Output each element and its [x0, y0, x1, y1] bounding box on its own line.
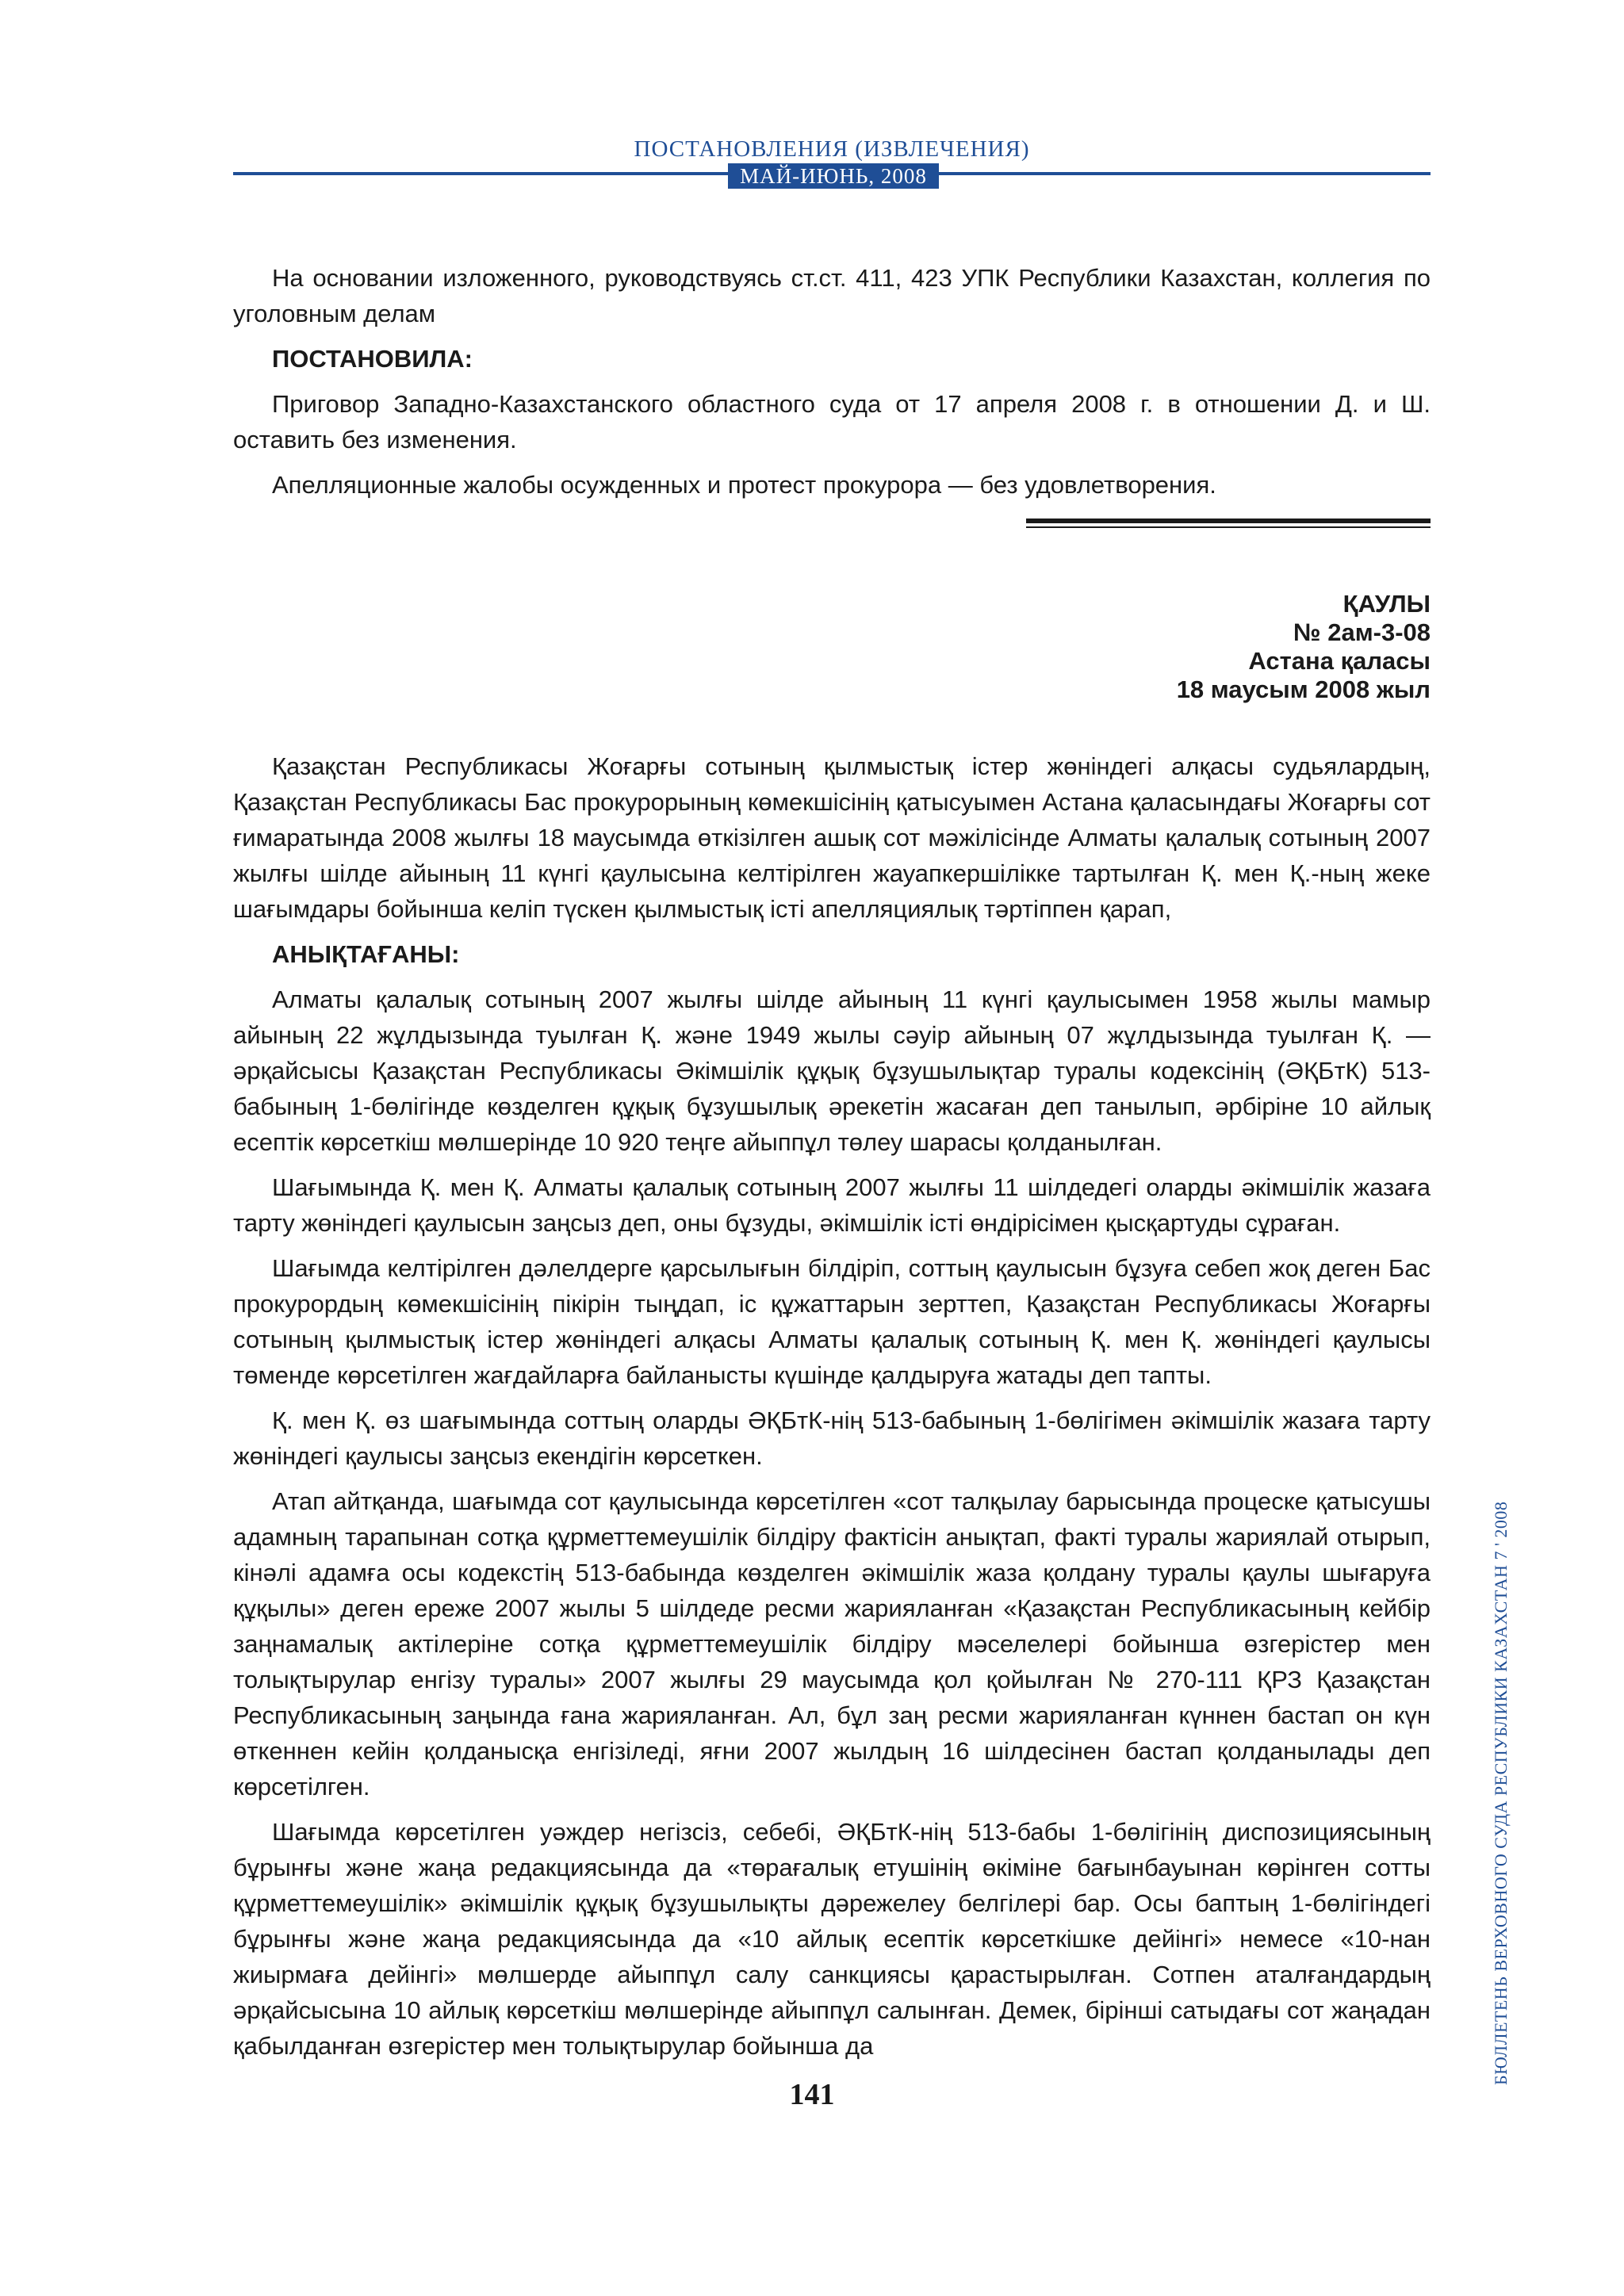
paragraph: Алматы қалалық сотының 2007 жылғы шілде айының 11 күнгі қаулысымен 1958 жылы мамыр айының 22 жұлдызында туылған Қ. және 1949 жылы сәуір айының 07 жұлдызында туылған Қ. — әрқайсысы Қазақстан Республикасы Әкімшілік құқық бұзушылықтар туралы кодексінің (ӘҚБтК) 513-бабының 1-бөлігінде көзделген құқық бұзушылық әрекетін жасаған деп танылып, әрбіріне 10 айлық есептік көрсеткіш мөлшерінде 10 920 теңге айыппұл төлеу шарасы қолданылған.	[233, 985, 1431, 1156]
page-number: 141	[789, 2078, 835, 2111]
decision-city: Астана қаласы	[1248, 647, 1431, 675]
running-header	[233, 135, 1431, 188]
paragraph: Қ. мен Қ. өз шағымында соттың оларды ӘҚБтК-нің 513-бабының 1-бөлігімен әкімшілік жазаға тарту жөніндегі қаулысы заңсыз екендігін көрсеткен.	[233, 1406, 1431, 1470]
section-heading: АНЫҚТАҒАНЫ:	[272, 940, 460, 968]
header-rule-left	[233, 172, 728, 175]
paragraph: Приговор Западно-Казахстанского областного суда от 17 апреля 2008 г. в отношении Д. и Ш. оставить без изменения.	[233, 390, 1431, 453]
side-running-title: БЮЛЛЕТЕНЬ ВЕРХОВНОГО СУДА РЕСПУБЛИКИ КАЗАХСТАН 7 ' 2008	[1491, 1501, 1511, 2085]
paragraph: Шағымда көрсетілген уәждер негізсіз, себебі, ӘҚБтК-нің 513-бабы 1-бөлігінің диспозициясының бұрынғы және жаңа редакциясында да «төрағалық етушінің өкіміне бағынбауынан көрінген сотты құрметтемеушілік» әкімшілік құқық бұзушылықты дәрежелеу белгілері бар. Осы баптың 1-бөлігіндегі бұрынғы және жаңа редакциясында да «10 айлық есептік көрсеткішке дейінгі» немесе «10-нан жиырмаға дейінгі» мөлшерде айыппұл салу санкциясы қарастырылған. Сотпен аталғандардың әрқайсысына 10 айлық көрсеткіш мөлшерінде айыппұл салынған. Демек, бірінші сатыдағы сот жаңадан қабылданған өзгерістер мен толықтырулар бойынша да	[233, 1818, 1431, 2060]
header-subtitle: МАЙ-ИЮНЬ, 2008	[728, 163, 939, 189]
section-heading: ПОСТАНОВИЛА:	[272, 345, 473, 373]
paragraph: На основании изложенного, руководствуясь ст.ст. 411, 423 УПК Республики Казахстан, коллегия по уголовным делам	[233, 264, 1431, 327]
decision-title: ҚАУЛЫ	[1342, 590, 1431, 618]
decision-number: № 2ам-3-08	[1293, 618, 1431, 646]
paragraph: Шағымда келтірілген дәлелдерге қарсылығын білдіріп, соттың қаулысын бұзуға себеп жоқ деген Бас прокурордың көмекшісінің пікірін тыңдап, іс құжаттарын зерттеп, Қазақстан Республикасы Жоғарғы сотының қылмыстық істер жөніндегі алқасы Алматы қалалық сотының Қ. мен Қ. жөніндегі қаулысы төменде көрсетілген жағдайларға байланысты күшінде қалдыруға жатады деп тапты.	[233, 1254, 1431, 1389]
section-separator	[1026, 519, 1431, 530]
header-title: ПОСТАНОВЛЕНИЯ (ИЗВЛЕЧЕНИЯ)	[634, 136, 1030, 162]
paragraph: Атап айтқанда, шағымда сот қаулысында көрсетілген «сот талқылау барысында процеске қатысушы адамның тарапынан сотқа құрметтемеушілік білдіру фактісін анықтап, факті туралы жариялай отырып, кінәлі адамға осы кодекстің 513-бабында көзделген әкімшілік жаза қолдану туралы қаулы шығаруға құқылы» деген ереже 2007 жылы 5 шілдеде ресми жарияланған «Қазақстан Республикасының кейбір заңнамалық актілеріне сотқа құрметтемеушілік білдіру мәселелері бойынша өзгерістер мен толықтырулар енгізу туралы» 2007 жылғы 29 маусымда қол қойылған № 270-111 ҚРЗ Қазақстан Республикасының заңында ғана жарияланған. Ал, бұл заң ресми жарияланған күннен бастап он күн өткеннен кейін қолданысқа енгізіледі, яғни 2007 жылдың 16 шілдесінен бастап қолданылады деп көрсетілген.	[233, 1487, 1431, 1800]
decision-date: 18 маусым 2008 жыл	[1176, 675, 1431, 703]
paragraph: Апелляционные жалобы осужденных и протест прокурора — без удовлетворения.	[272, 471, 1216, 499]
paragraph: Шағымында Қ. мен Қ. Алматы қалалық сотының 2007 жылғы 11 шілдедегі оларды әкімшілік жазаға тарту жөніндегі қаулысын заңсыз деп, оны бұзуды, әкімшілік істі өндірісімен қысқартуды сұраған.	[233, 1173, 1431, 1237]
decision-header	[233, 590, 1431, 704]
header-rule-right	[939, 172, 1431, 175]
separator-thick-line	[1026, 519, 1431, 523]
main-content	[233, 260, 1431, 2073]
paragraph: Қазақстан Республикасы Жоғарғы сотының қылмыстық істер жөніндегі алқасы судьялардың, Қазақстан Республикасы Бас прокурорының көмекшісінің қатысуымен Астана қаласындағы Жоғарғы сот ғимаратында 2008 жылғы 18 маусымда өткізілген ашық сот мәжілісінде Алматы қалалық сотының 2007 жылғы шілде айының 11 күнгі қаулысына келтірілген жауапкершілікке тартылған Қ. мен Қ.-ның жеке шағымдары бойынша келіп түскен қылмыстық істі апелляциялық тәртіппен қарап,	[233, 752, 1431, 923]
separator-thin-line	[1026, 526, 1431, 528]
